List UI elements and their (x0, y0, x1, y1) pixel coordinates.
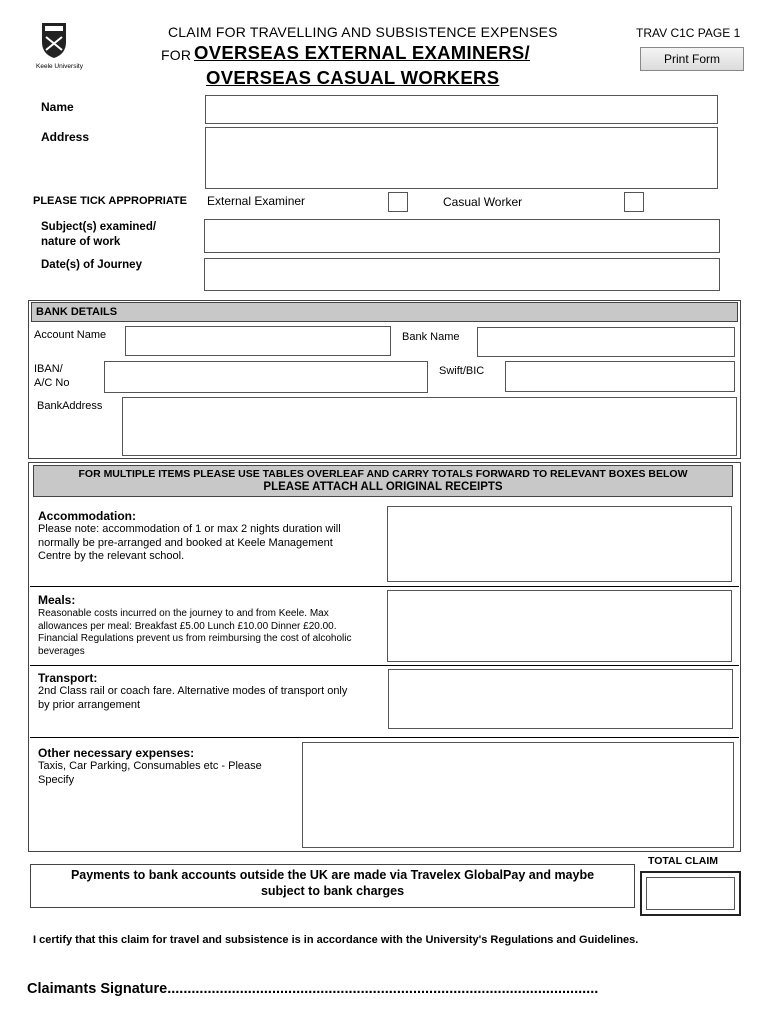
divider (30, 737, 739, 738)
payments-notice-line2: subject to bank charges (260, 884, 405, 898)
accommodation-block (38, 509, 378, 564)
expenses-notice-line2: PLEASE ATTACH ALL ORIGINAL RECEIPTS (263, 481, 503, 493)
other-expenses-title: Other necessary expenses: (38, 746, 195, 760)
other-expenses-note-1: Taxis, Car Parking, Consumables etc - Please (38, 760, 262, 772)
certification-statement: I certify that this claim for travel and subsistence is in accordance with the University's Regulations and Guidelines. (33, 934, 639, 946)
transport-note-1: 2nd Class rail or coach fare. Alternative modes of transport only (38, 685, 348, 697)
swift-field[interactable] (505, 361, 735, 392)
account-name-field[interactable] (125, 326, 391, 356)
form-subtitle-1: OVERSEAS EXTERNAL EXAMINERS/ (194, 42, 530, 63)
meals-note-1: Reasonable costs incurred on the journey to and from Keele. Max (38, 608, 329, 619)
bank-address-label: BankAddress (37, 400, 103, 412)
address-label: Address (41, 130, 90, 144)
payments-notice (30, 864, 635, 908)
accommodation-amount-field[interactable] (387, 506, 732, 582)
meals-amount-field[interactable] (387, 590, 732, 662)
iban-field[interactable] (104, 361, 428, 393)
address-field[interactable] (205, 127, 718, 189)
bank-name-field[interactable] (477, 327, 735, 357)
accommodation-note-2: normally be pre-arranged and booked at Keele Management (38, 536, 333, 549)
dates-label: Date(s) of Journey (41, 259, 142, 271)
transport-amount-field[interactable] (388, 669, 733, 729)
transport-block (38, 671, 383, 712)
meals-title: Meals: (38, 593, 76, 607)
name-field[interactable] (205, 95, 718, 124)
external-examiner-label: External Examiner (207, 194, 306, 208)
tick-label: PLEASE TICK APPROPRIATE (33, 195, 188, 207)
swift-label: Swift/BIC (439, 365, 485, 377)
account-name-label: Account Name (34, 329, 107, 341)
other-expenses-note-2: Specify (38, 773, 75, 786)
accommodation-note-3: Centre by the relevant school. (38, 550, 185, 562)
subjects-label-2: nature of work (41, 236, 121, 248)
page-reference: TRAV C1C PAGE 1 (636, 26, 741, 40)
casual-worker-label: Casual Worker (443, 195, 523, 209)
bank-details-title: BANK DETAILS (36, 306, 118, 318)
meals-block (38, 593, 383, 658)
logo-caption: Keele University (36, 63, 83, 70)
payments-notice-line1: Payments to bank accounts outside the UK are made via Travelex GlobalPay and maybe (70, 868, 595, 882)
expenses-notice-line1: FOR MULTIPLE ITEMS PLEASE USE TABLES OVERLEAF AND CARRY TOTALS FORWARD TO RELEVANT BOXES BELOW (78, 468, 688, 480)
other-expenses-block (38, 746, 298, 787)
casual-worker-checkbox[interactable] (624, 192, 644, 212)
iban-label-2: A/C No (34, 377, 70, 389)
bank-address-field[interactable] (122, 397, 737, 456)
accommodation-note-1: Please note: accommodation of 1 or max 2 nights duration will (38, 523, 341, 535)
bank-name-label: Bank Name (402, 331, 460, 343)
bank-details-header (31, 302, 738, 322)
subjects-field[interactable] (204, 219, 720, 253)
transport-title: Transport: (38, 671, 98, 685)
iban-label-1: IBAN/ (34, 363, 63, 375)
other-expenses-amount-field[interactable] (302, 742, 734, 848)
name-label: Name (41, 100, 74, 114)
divider (30, 665, 739, 666)
external-examiner-checkbox[interactable] (388, 192, 408, 212)
subjects-label-1: Subject(s) examined/ (41, 221, 157, 233)
dates-field[interactable] (204, 258, 720, 291)
transport-note-2: by prior arrangement (38, 698, 141, 711)
meals-note-3: Financial Regulations prevent us from reimbursing the cost of alcoholic (38, 633, 352, 644)
form-subtitle-2: OVERSEAS CASUAL WORKERS (206, 67, 500, 88)
print-form-button[interactable]: Print Form (640, 47, 744, 71)
total-claim-field[interactable] (646, 877, 735, 910)
total-claim-outer (640, 871, 741, 916)
divider (30, 586, 739, 587)
expenses-notice (33, 465, 733, 497)
keele-logo (30, 20, 90, 70)
form-title: CLAIM FOR TRAVELLING AND SUBSISTENCE EXPENSES (168, 24, 558, 40)
meals-note-2: allowances per meal: Breakfast £5.00 Lunch £10.00 Dinner £20.00. (38, 620, 337, 632)
meals-note-4: beverages (38, 645, 85, 657)
accommodation-title: Accommodation: (38, 509, 137, 523)
total-claim-label: TOTAL CLAIM (648, 855, 718, 867)
crest-icon (30, 20, 90, 60)
claimant-signature-line[interactable]: Claimants Signature........................................................................................................... (27, 981, 599, 997)
for-prefix: FOR (161, 47, 192, 63)
